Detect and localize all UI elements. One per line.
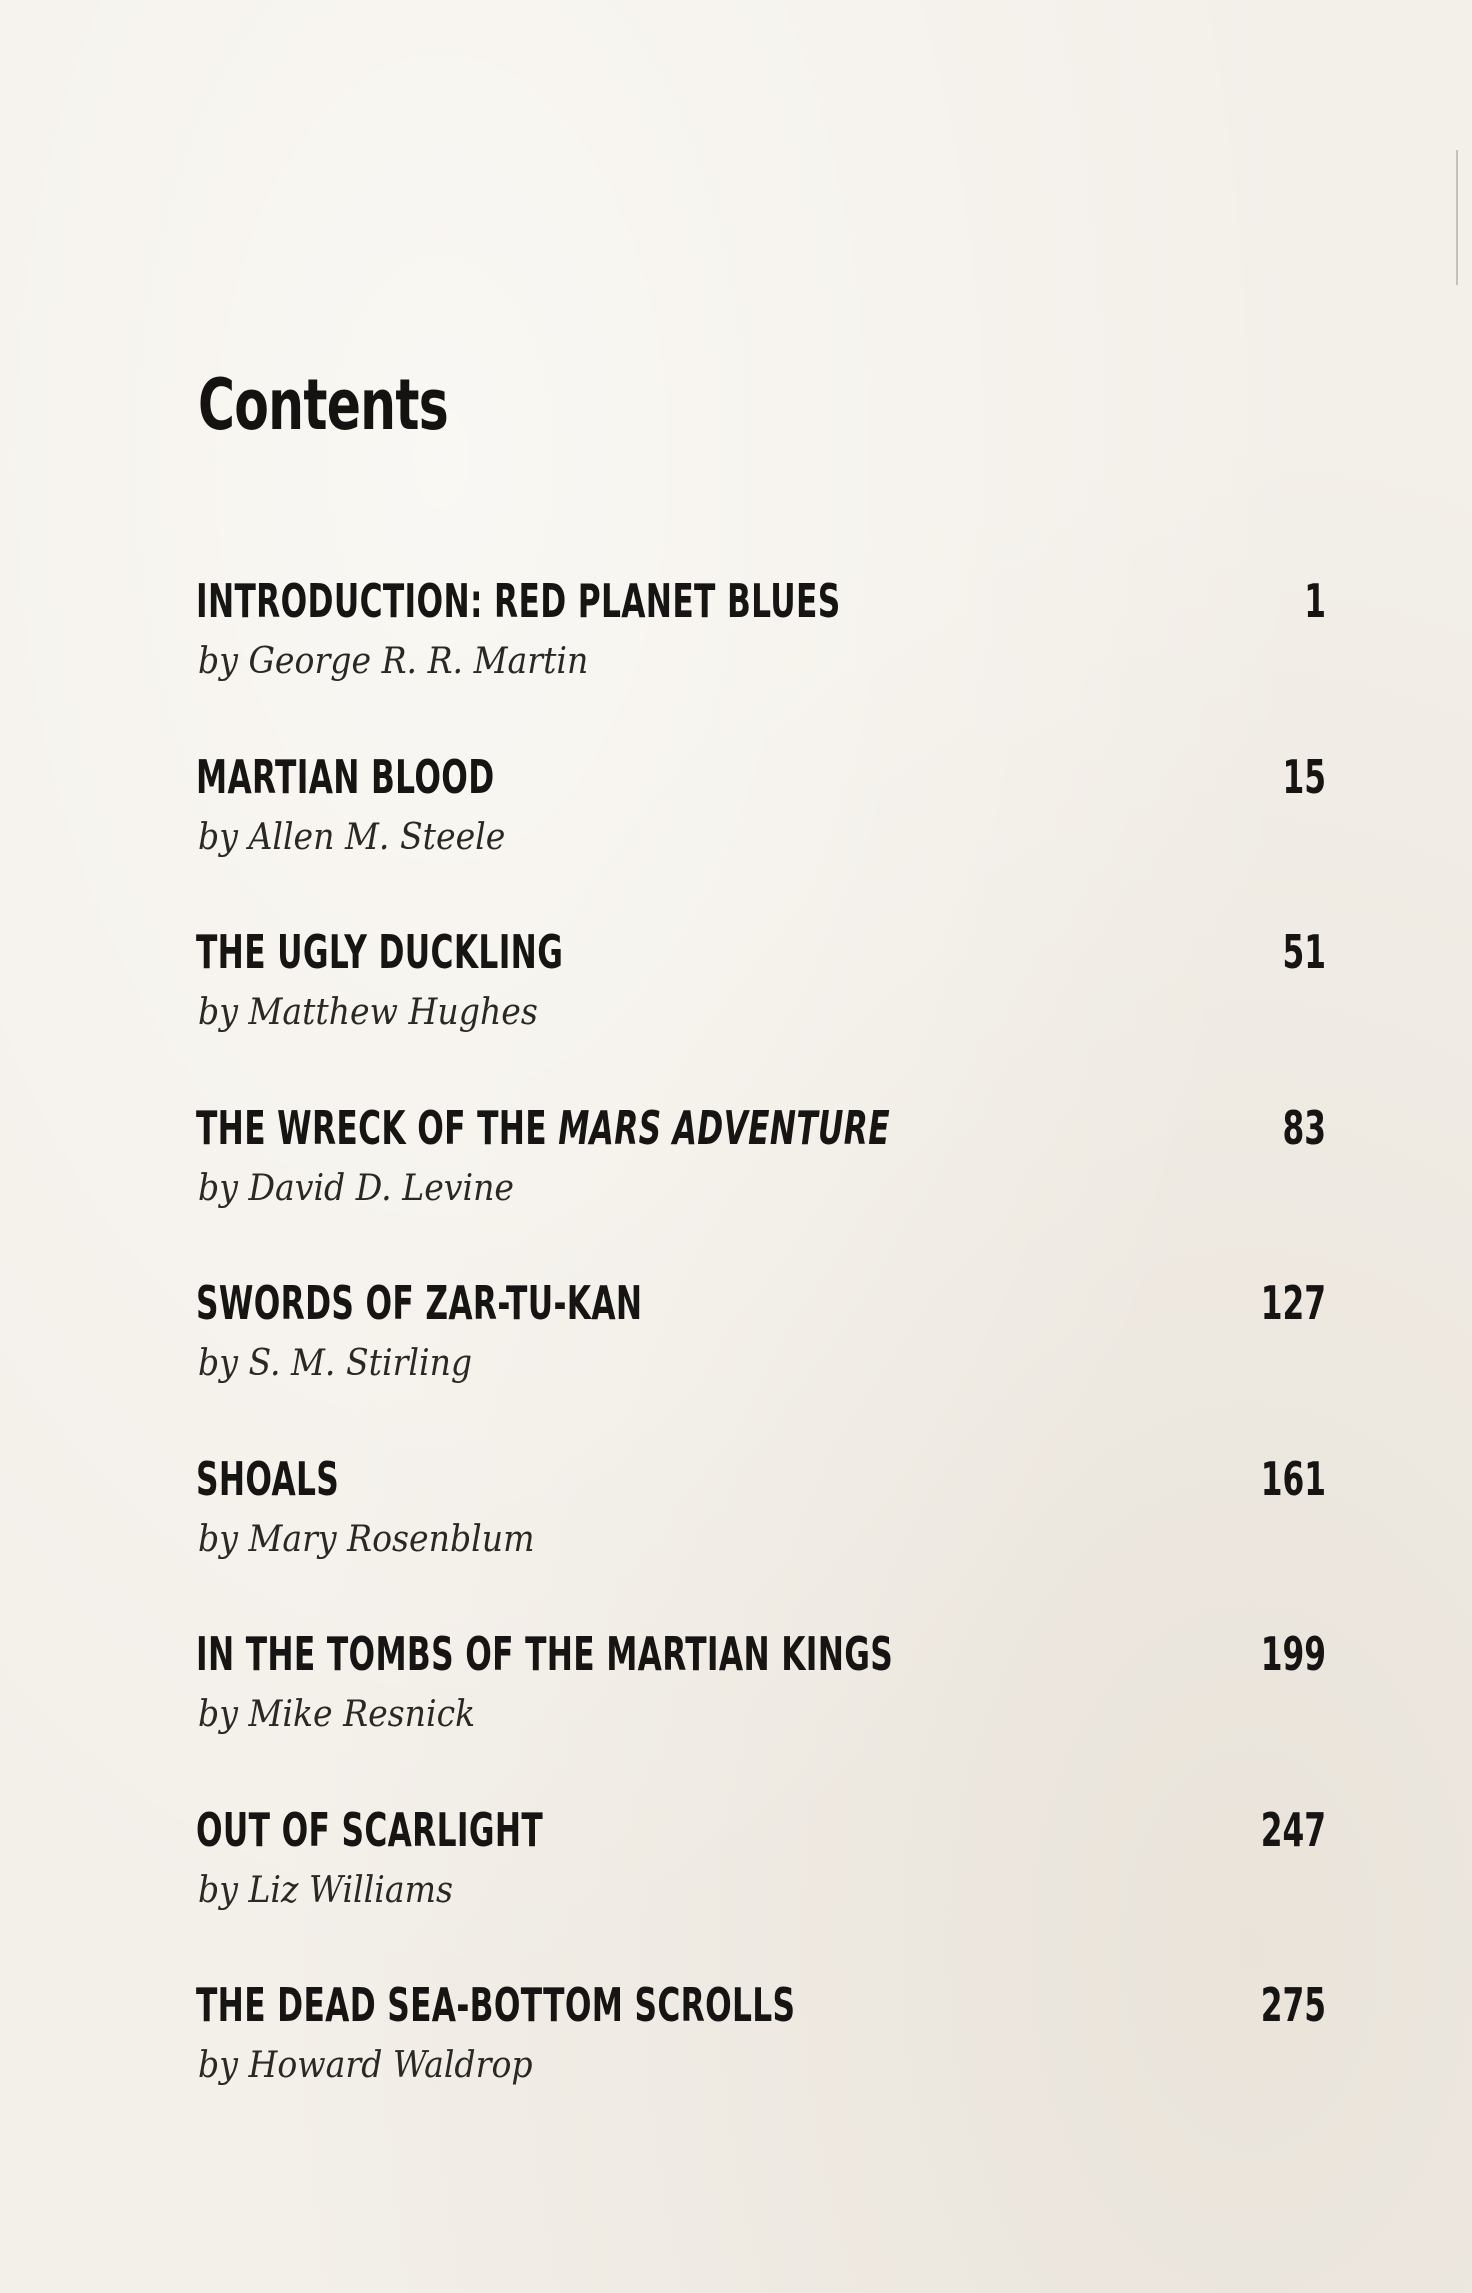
story-author: by Mike Resnick xyxy=(198,1694,476,1735)
page-number: 1 xyxy=(1304,574,1326,628)
toc-entry xyxy=(196,1978,1326,2158)
story-title: MARTIAN BLOOD xyxy=(196,749,495,804)
story-title: OUT OF SCARLIGHT xyxy=(196,1802,544,1857)
story-author: by Howard Waldrop xyxy=(198,2045,533,2086)
story-author: by Mary Rosenblum xyxy=(198,1518,535,1560)
toc-entry xyxy=(196,1276,1326,1456)
story-author: by David D. Levine xyxy=(198,1167,515,1209)
story-author: by S. M. Stirling xyxy=(198,1343,473,1384)
toc-entry xyxy=(196,1451,1326,1632)
story-title: THE WRECK OF THE MARS ADVENTURE xyxy=(196,1100,890,1155)
story-title: IN THE TOMBS OF THE MARTIAN KINGS xyxy=(196,1627,894,1681)
story-author: by Liz Williams xyxy=(198,1869,453,1911)
page-number: 275 xyxy=(1260,1978,1326,2032)
story-author: by Matthew Hughes xyxy=(198,992,538,1033)
toc-entry xyxy=(196,749,1326,930)
page-number: 199 xyxy=(1260,1627,1326,1681)
story-title: INTRODUCTION: RED PLANET BLUES xyxy=(196,574,841,628)
page-number: 161 xyxy=(1260,1451,1326,1506)
story-author: by Allen M. Steele xyxy=(198,816,506,858)
toc-entry xyxy=(196,925,1326,1105)
page-number: 83 xyxy=(1282,1100,1326,1155)
toc-entry xyxy=(196,1100,1326,1281)
page-title: Contents xyxy=(198,364,448,446)
table-of-contents xyxy=(196,574,1326,2158)
story-title: THE UGLY DUCKLING xyxy=(196,925,564,979)
toc-entry xyxy=(196,574,1326,754)
story-title: SHOALS xyxy=(196,1451,340,1506)
page-edge-mark xyxy=(1456,150,1458,285)
toc-entry xyxy=(196,1802,1326,1983)
story-title: SWORDS OF ZAR-TU-KAN xyxy=(196,1276,643,1330)
page-number: 15 xyxy=(1282,749,1326,804)
story-author: by George R. R. Martin xyxy=(198,641,589,682)
story-title: THE DEAD SEA-BOTTOM SCROLLS xyxy=(196,1978,796,2032)
toc-entry xyxy=(196,1627,1326,1807)
page-number: 127 xyxy=(1260,1276,1326,1330)
page-number: 247 xyxy=(1260,1802,1326,1857)
page-number: 51 xyxy=(1282,925,1326,979)
